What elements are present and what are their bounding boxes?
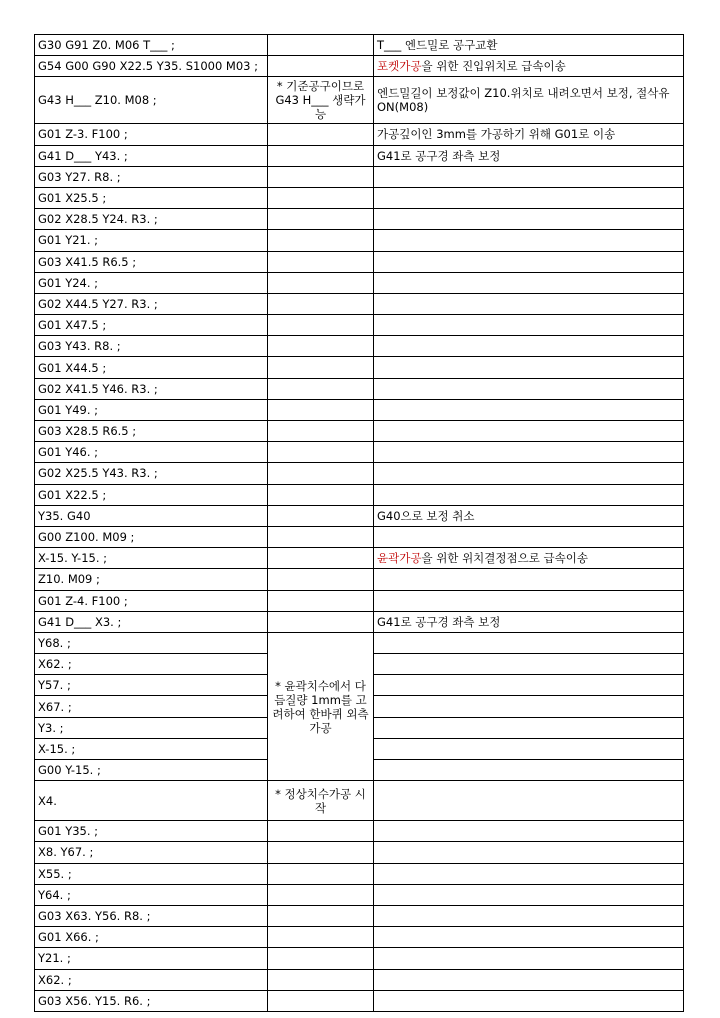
comment-cell: [374, 315, 684, 336]
table-row: [35, 590, 684, 611]
table-row: [35, 632, 684, 653]
code-cell: Y64. ;: [35, 884, 268, 905]
note-cell: [268, 463, 374, 484]
note-cell: [268, 821, 374, 842]
table-row: [35, 230, 684, 251]
code-cell: G02 X28.5 Y24. R3. ;: [35, 209, 268, 230]
code-cell: G41 D___ X3. ;: [35, 611, 268, 632]
table-row: [35, 187, 684, 208]
table-row: [35, 548, 684, 569]
comment-cell: [374, 590, 684, 611]
code-cell: X62. ;: [35, 654, 268, 675]
note-cell: [268, 378, 374, 399]
comment-cell: [374, 948, 684, 969]
code-cell: G01 Y46. ;: [35, 442, 268, 463]
code-cell: G01 X22.5 ;: [35, 484, 268, 505]
code-cell: X-15. ;: [35, 738, 268, 759]
table-row: [35, 399, 684, 420]
comment-cell: [374, 842, 684, 863]
note-cell: [268, 505, 374, 526]
table-row: [35, 905, 684, 926]
code-cell: G30 G91 Z0. M06 T___ ;: [35, 35, 268, 56]
table-row: [35, 35, 684, 56]
comment-cell: [374, 505, 684, 526]
note-cell: [268, 35, 374, 56]
comment-cell: [374, 187, 684, 208]
table-row: [35, 505, 684, 526]
comment-text: G41로 공구경 좌측 보정: [377, 148, 501, 163]
comment-cell: [374, 230, 684, 251]
note-cell: [268, 842, 374, 863]
comment-cell: [374, 717, 684, 738]
code-cell: G43 H___ Z10. M08 ;: [35, 77, 268, 124]
note-cell: [268, 905, 374, 926]
note-cell: [268, 484, 374, 505]
comment-cell: [374, 990, 684, 1011]
comment-text: 을 위한 위치결정점으로 급속이송: [421, 551, 588, 566]
note-cell: [268, 421, 374, 442]
table-row: [35, 484, 684, 505]
note-cell: [268, 611, 374, 632]
comment-text: 가공깊이인 3mm를 가공하기 위해 G01로 이송: [377, 127, 616, 142]
code-cell: G01 X44.5 ;: [35, 357, 268, 378]
code-cell: G03 Y43. R8. ;: [35, 336, 268, 357]
comment-cell: [374, 760, 684, 781]
note-cell: [268, 548, 374, 569]
code-cell: Y3. ;: [35, 717, 268, 738]
comment-cell: [374, 293, 684, 314]
code-cell: X4.: [35, 781, 268, 821]
code-cell: G03 X28.5 R6.5 ;: [35, 421, 268, 442]
comment-cell: [374, 124, 684, 145]
comment-highlight: 포켓가공: [377, 59, 422, 74]
note-cell: [268, 927, 374, 948]
note-cell: [268, 969, 374, 990]
table-row: [35, 357, 684, 378]
comment-text: G40으로 보정 취소: [377, 508, 475, 523]
code-cell: X55. ;: [35, 863, 268, 884]
comment-cell: [374, 56, 684, 77]
note-cell: [268, 526, 374, 547]
code-cell: Z10. M09 ;: [35, 569, 268, 590]
comment-text: 을 위한 진입위치로 급속이송: [421, 59, 566, 74]
code-cell: G00 Z100. M09 ;: [35, 526, 268, 547]
table-body: [35, 35, 684, 1012]
comment-cell: [374, 209, 684, 230]
table-row: [35, 77, 684, 124]
note-cell: [268, 863, 374, 884]
code-cell: G01 X66. ;: [35, 927, 268, 948]
comment-cell: [374, 272, 684, 293]
comment-cell: [374, 399, 684, 420]
comment-cell: [374, 421, 684, 442]
code-cell: G01 Y24. ;: [35, 272, 268, 293]
table-row: [35, 124, 684, 145]
comment-cell: [374, 969, 684, 990]
comment-cell: [374, 821, 684, 842]
table-row: [35, 421, 684, 442]
note-cell: [268, 251, 374, 272]
comment-cell: [374, 357, 684, 378]
code-cell: Y68. ;: [35, 632, 268, 653]
code-cell: G03 X41.5 R6.5 ;: [35, 251, 268, 272]
note-cell: [268, 230, 374, 251]
code-cell: Y57. ;: [35, 675, 268, 696]
comment-text: 엔드밀길이 보정값이 Z10.위치로 내려오면서 보정, 절삭유 ON(M08): [377, 86, 670, 115]
note-cell: [268, 569, 374, 590]
table-row: [35, 336, 684, 357]
code-cell: G00 Y-15. ;: [35, 760, 268, 781]
code-cell: X8. Y67. ;: [35, 842, 268, 863]
comment-cell: [374, 35, 684, 56]
table-row: [35, 927, 684, 948]
merged-note-cell: * 윤곽치수에서 다듬질량 1mm를 고려하여 한바퀴 외측가공: [268, 632, 374, 780]
comment-cell: [374, 166, 684, 187]
table-row: [35, 884, 684, 905]
table-row: [35, 166, 684, 187]
code-cell: G01 Z-3. F100 ;: [35, 124, 268, 145]
table-row: [35, 969, 684, 990]
comment-cell: [374, 611, 684, 632]
note-cell: [268, 336, 374, 357]
note-cell: [268, 145, 374, 166]
comment-cell: [374, 77, 684, 124]
table-row: [35, 611, 684, 632]
comment-cell: [374, 526, 684, 547]
comment-cell: [374, 654, 684, 675]
table-row: [35, 378, 684, 399]
comment-cell: [374, 884, 684, 905]
note-cell: [268, 124, 374, 145]
table-row: [35, 781, 684, 821]
code-cell: G03 X56. Y15. R6. ;: [35, 990, 268, 1011]
table-row: [35, 442, 684, 463]
comment-cell: [374, 463, 684, 484]
note-cell: [268, 272, 374, 293]
code-cell: G03 Y27. R8. ;: [35, 166, 268, 187]
note-cell: [268, 187, 374, 208]
comment-text: G41로 공구경 좌측 보정: [377, 614, 501, 629]
note-cell: [268, 948, 374, 969]
table-row: [35, 948, 684, 969]
code-cell: X67. ;: [35, 696, 268, 717]
comment-cell: [374, 675, 684, 696]
code-cell: G01 Y49. ;: [35, 399, 268, 420]
comment-text: T___ 엔드밀로 공구교환: [377, 38, 498, 53]
code-cell: G01 X25.5 ;: [35, 187, 268, 208]
code-cell: Y21. ;: [35, 948, 268, 969]
note-cell: [268, 166, 374, 187]
code-cell: G41 D___ Y43. ;: [35, 145, 268, 166]
note-cell: [268, 590, 374, 611]
table-row: [35, 863, 684, 884]
comment-cell: [374, 781, 684, 821]
comment-cell: [374, 145, 684, 166]
note-cell: [268, 209, 374, 230]
note-cell: * 정상치수가공 시작: [268, 781, 374, 821]
comment-highlight: 윤곽가공: [377, 551, 422, 566]
comment-cell: [374, 336, 684, 357]
note-cell: [268, 56, 374, 77]
table-row: [35, 463, 684, 484]
code-cell: G01 Z-4. F100 ;: [35, 590, 268, 611]
note-cell: [268, 357, 374, 378]
table-row: [35, 251, 684, 272]
table-row: [35, 209, 684, 230]
note-cell: [268, 884, 374, 905]
code-cell: G02 X25.5 Y43. R3. ;: [35, 463, 268, 484]
comment-cell: [374, 632, 684, 653]
note-cell: [268, 442, 374, 463]
comment-cell: [374, 927, 684, 948]
table-row: [35, 145, 684, 166]
note-cell: [268, 315, 374, 336]
code-cell: G01 X47.5 ;: [35, 315, 268, 336]
comment-cell: [374, 905, 684, 926]
comment-cell: [374, 863, 684, 884]
note-cell: * 기준공구이므로 G43 H___ 생략가능: [268, 77, 374, 124]
comment-cell: [374, 442, 684, 463]
comment-cell: [374, 696, 684, 717]
table-row: [35, 293, 684, 314]
table-row: [35, 56, 684, 77]
table-row: [35, 569, 684, 590]
note-cell: [268, 990, 374, 1011]
table-row: [35, 990, 684, 1011]
note-cell: [268, 399, 374, 420]
table-row: [35, 842, 684, 863]
table-row: [35, 526, 684, 547]
comment-cell: [374, 569, 684, 590]
note-cell: [268, 293, 374, 314]
table-row: [35, 315, 684, 336]
code-cell: X-15. Y-15. ;: [35, 548, 268, 569]
code-cell: G01 Y35. ;: [35, 821, 268, 842]
comment-cell: [374, 378, 684, 399]
code-cell: X62. ;: [35, 969, 268, 990]
code-cell: Y35. G40: [35, 505, 268, 526]
code-cell: G03 X63. Y56. R8. ;: [35, 905, 268, 926]
comment-cell: [374, 738, 684, 759]
comment-cell: [374, 251, 684, 272]
code-cell: G54 G00 G90 X22.5 Y35. S1000 M03 ;: [35, 56, 268, 77]
code-cell: G02 X41.5 Y46. R3. ;: [35, 378, 268, 399]
comment-cell: [374, 484, 684, 505]
code-cell: G02 X44.5 Y27. R3. ;: [35, 293, 268, 314]
table-row: [35, 821, 684, 842]
nc-program-table: [34, 34, 684, 1012]
code-cell: G01 Y21. ;: [35, 230, 268, 251]
table-row: [35, 272, 684, 293]
comment-cell: [374, 548, 684, 569]
